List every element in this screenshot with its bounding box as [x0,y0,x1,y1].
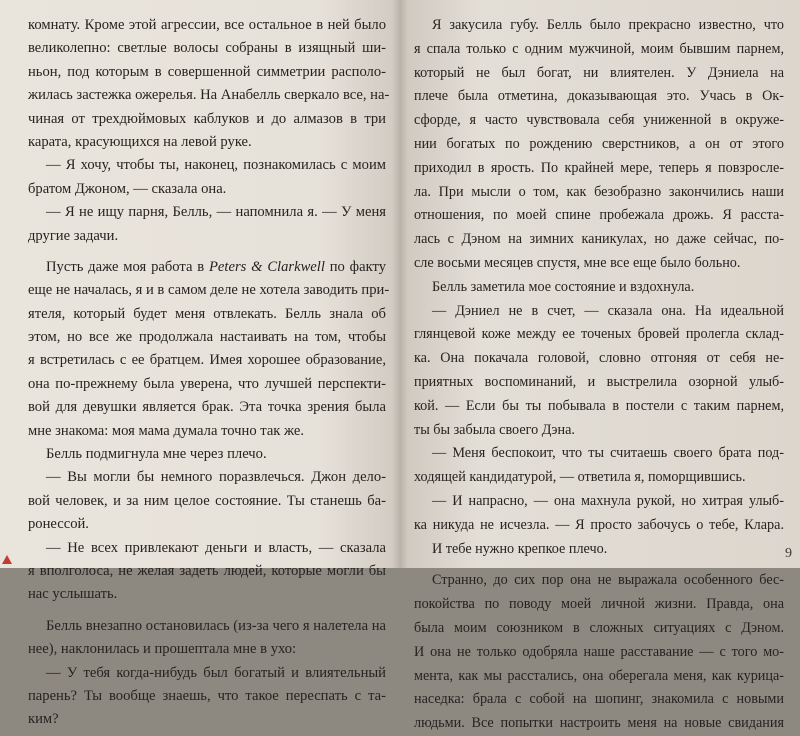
text-line: ньон, под которым в совершенной симметрии располо- [28,63,386,80]
left-page [28,14,390,728]
text-line: — Не всех привлекают деньги и власть, — сказала [46,539,386,556]
text-line: лась с Дэном на зимних каникулах, но даже сейчас, по- [414,231,784,248]
text-line: этом, но все же продолжала настаивать на том, чтобы [28,329,386,346]
text-line: Белль подмигнула мне через плечо. [46,446,267,463]
text-line: я спала только с одним мужчиной, моим бывшим парнем, [414,40,784,57]
text-line: приходил в ярость. По крайней мере, теперь я повзросле- [414,159,784,176]
text-line: чиная от трехдюймовых каблуков и до алмазов в три [28,110,386,127]
text-line: И тебе нужно крепкое плечо. [432,540,608,557]
text-line: людьми. Все попытки настроить меня на новые свидания [414,715,784,732]
text-line: Белль заметила мое состояние и вздохнула. [432,278,695,295]
text-line: ятеля, который будет меня отвлекать. Белль знала об [28,305,386,322]
text-segment: по факту [329,258,386,275]
text-line: приятных воспоминаний, и выстрелила озорной улыб- [414,373,784,390]
text-line: братом Джоном, — сказала она. [28,180,227,197]
text-line: ходящей кандидатурой, — ответила я, поморщившись. [414,469,746,486]
text-line: ка. Она покачала головой, словно отгоняя от себя не- [414,350,784,367]
text-line: — Я не ищу парня, Белль, — напомнила я. — У меня [46,204,386,221]
text-line: нее), наклонилась и прошептала мне в ухо: [28,641,297,658]
right-page [414,14,784,732]
text-line: комнату. Кроме этой агрессии, все остальное в ней было [28,17,386,33]
text-line: великолепно: светлые волосы собраны в изящный ши- [28,40,386,57]
text-line: отношения, по моей спине пробежала дрожь. Я расста- [414,207,784,224]
text-line: наседка: брала с собой на шопинг, знакомила с новыми [414,691,784,708]
text-line: жилась застежка ожерелья. На Анабелль сверкало все, на- [28,87,390,104]
text-line: вой для девушки является брак. Эта точка зрения была [28,399,386,416]
text-line: покойства по поводу моей личной жизни. Правда, она [414,596,784,613]
text-line: И она не только одобряла наше расставание — с того мо- [414,643,784,660]
page-number: 9 [785,546,792,561]
text-line: Я закусила губу. Белль было прекрасно известно, что [432,17,784,33]
text-line: парень? Ты вообще знаешь, что такое переспать с та- [28,687,386,704]
text-line: вой человек, и за ним целое состояние. Ты станешь ба- [28,492,386,509]
text-line: кой. — Если бы ты побывала в постели с таким парнем, [414,397,784,414]
text-line: плече была отметина, доказывающая это. Учась в Ок- [414,88,784,105]
corner-marker-icon [2,555,12,564]
text-segment: Пусть даже моя работа в [46,258,205,275]
text-line: сле восьми месяцев спустя, мне все еще было больно. [414,254,741,271]
text-line: — Дэниел не в счет, — сказала она. На идеальной [432,302,784,319]
text-line: — И напрасно, — она махнула рукой, но хитрая улыб- [432,492,784,509]
text-line: ты бы забыла своего Дэна. [414,421,575,438]
text-line: нии богатых по рождению сверстников, а он от этого [414,135,784,152]
text-line: ла. При мысли о том, как безобразно закончились наши [414,183,784,200]
text-line: который не был богат, ни влиятелен. У Дэниела на [414,64,784,81]
text-line: — Меня беспокоит, что ты считаешь своего брата под- [432,445,784,462]
text-line: я вполголоса, не желая задеть людей, которые могли бы [28,562,386,579]
text-line: Белль внезапно остановилась (из-за чего я налетела на [46,617,386,634]
text-line: она по-прежнему была уверена, что лучшей перспекти- [28,375,386,392]
text-line: еще не началась, я и в самом деле не хотела заводить при- [28,282,390,299]
text-line: глянцевой коже между ее точеных бровей пролегла склад- [414,326,784,343]
company-name-italic: Peters & Clarkwell [209,258,325,275]
text-line [28,256,386,279]
text-line: — У тебя когда-нибудь был богатый и влиятельный [46,664,386,681]
text-line: я встретилась с ее братцем. Имея хорошее образование, [28,352,386,369]
text-line: была моим союзником в сложных ситуациях с Дэном. [414,619,784,636]
text-line: ронессой. [28,516,89,533]
text-line: — Вы могли бы немного поразвлечься. Джон дело- [46,469,386,486]
text-line: Странно, до сих пор она не выражала особенного бес- [432,572,784,589]
text-line: нас услышать. [28,586,118,603]
text-line: — Я хочу, чтобы ты, наконец, познакомилась с моим [46,157,386,174]
text-line: ким? [28,711,59,728]
text-line: мне знакома: моя мама думала точно так же. [28,422,305,439]
text-line: карата, красующихся на левой руке. [28,133,252,150]
text-line: сфорде, я часто чувствовала себя униженной в окруже- [414,112,784,129]
text-line: ка никуда не исчезла. — Я просто забочусь о тебе, Клара. [414,516,784,533]
text-line: мента, как мы расстались, она оберегала меня, как курица- [414,667,784,684]
text-line: другие задачи. [28,227,119,244]
